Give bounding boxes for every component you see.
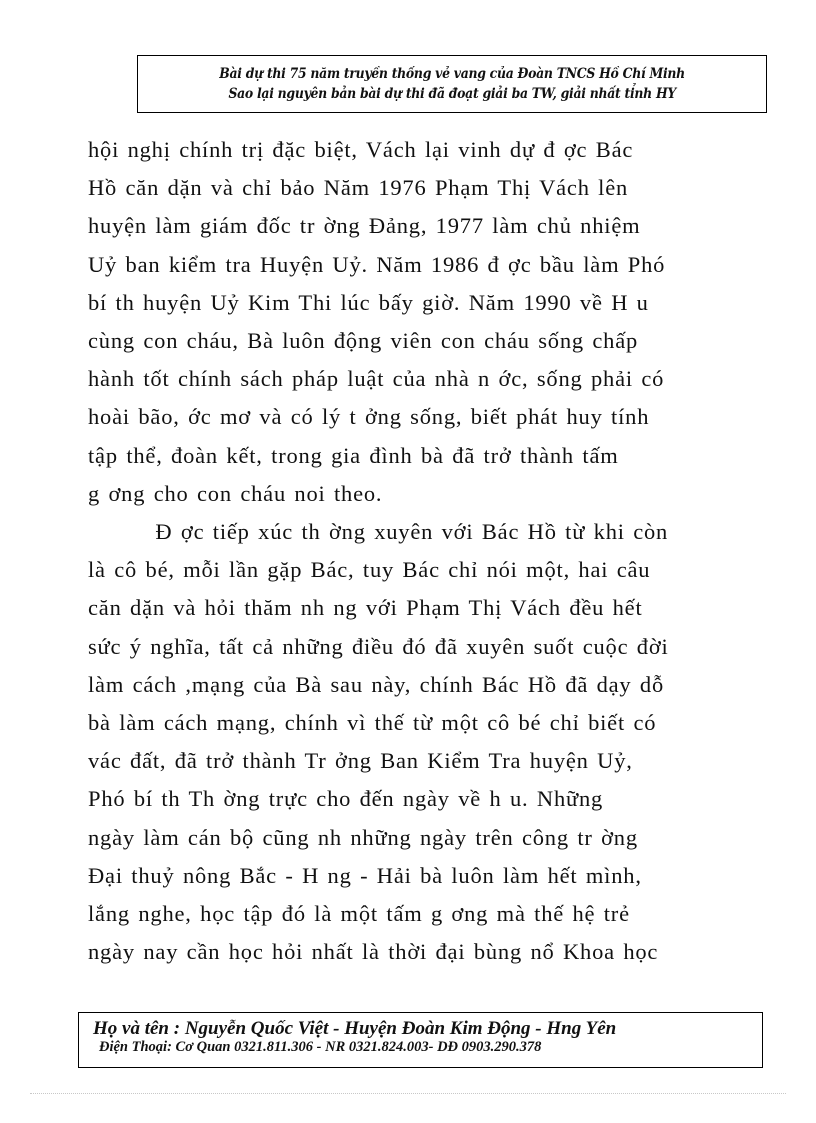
body-line: Đ ợc tiếp xúc th ờng xuyên với Bác Hồ từ khi còn [88,519,669,545]
body-text [88,131,788,971]
body-line: g ơng cho con cháu noi theo. [88,480,383,506]
phone-line: Điện Thoại: Cơ Quan 0321.811.306 - NR 0321.824.003- DĐ 0903.290.378 [99,1039,542,1055]
body-line: Đại thuỷ nông Bắc - H ng - Hải bà luôn làm hết mình, [88,862,642,888]
body-line: bà làm cách mạng, chính vì thế từ một cô bé chỉ biết có [88,710,657,736]
body-line: hành tốt chính sách pháp luật của nhà n ớc, sống phải có [88,366,665,392]
header-box [137,55,767,113]
body-line: là cô bé, mỗi lần gặp Bác, tuy Bác chỉ nói một, hai câu [88,557,651,583]
body-line: Uỷ ban kiểm tra Huyện Uỷ. Năm 1986 đ ợc bầu làm Phó [88,251,666,277]
body-line: bí th huyện Uỷ Kim Thi lúc bấy giờ. Năm 1990 về H u [88,289,649,315]
body-line: cùng con cháu, Bà luôn động viên con cháu sống chấp [88,328,639,354]
page-bottom-divider [30,1093,786,1094]
body-line: tập thể, đoàn kết, trong gia đình bà đã trở thành tấm [88,442,619,468]
body-line: sức ý nghĩa, tất cả những điều đó đã xuyên suốt cuộc đời [88,633,669,659]
footer-box [78,1012,763,1068]
body-line: Phó bí th Th ờng trực cho đến ngày về h u. Những [88,786,604,812]
header-line-1: Bài dự thi 75 năm truyền thống vẻ vang của Đoàn TNCS Hồ Chí Minh [219,66,685,82]
body-line: huyện làm giám đốc tr ờng Đảng, 1977 làm chủ nhiệm [88,213,641,239]
body-line: vác đất, đã trở thành Tr ởng Ban Kiểm Tra huyện Uỷ, [88,748,633,774]
body-line: Hồ căn dặn và chỉ bảo Năm 1976 Phạm Thị Vách lên [88,175,629,201]
body-line: hoài bão, ớc mơ và có lý t ởng sống, biết phát huy tính [88,404,650,430]
header-line-2: Sao lại nguyên bản bài dự thi đã đoạt giải ba TW, giải nhất tỉnh HY [228,86,676,102]
body-line: căn dặn và hỏi thăm nh ng với Phạm Thị Vách đều hết [88,595,643,621]
body-line: làm cách ,mạng của Bà sau này, chính Bác Hồ đã dạy dỗ [88,671,665,697]
body-line: ngày nay cần học hỏi nhất là thời đại bùng nổ Khoa học [88,939,659,965]
body-line: lắng nghe, học tập đó là một tấm g ơng mà thế hệ trẻ [88,901,630,927]
body-line: ngày làm cán bộ cũng nh những ngày trên công tr ờng [88,824,638,850]
body-line: hội nghị chính trị đặc biệt, Vách lại vinh dự đ ợc Bác [88,137,634,162]
author-line: Họ và tên : Nguyễn Quốc Việt - Huyện Đoàn Kim Động - Hng Yên [93,1018,617,1039]
